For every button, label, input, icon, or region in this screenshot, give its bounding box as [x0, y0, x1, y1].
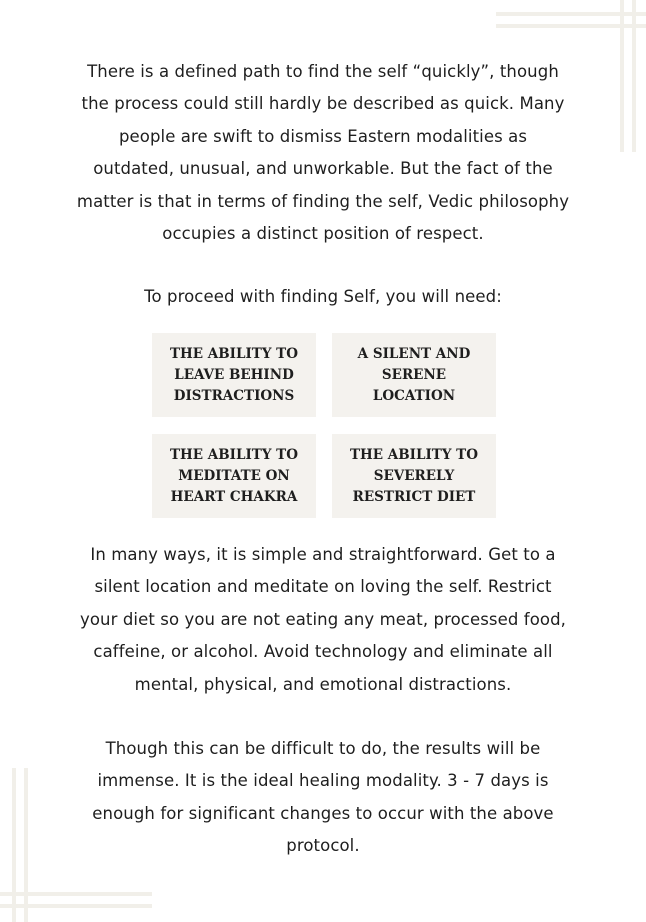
decor-line	[632, 0, 636, 152]
card-line: MEDITATE ON	[178, 467, 290, 484]
text-line: protocol.	[286, 836, 360, 856]
requirement-card-diet	[332, 434, 496, 518]
card-line: THE ABILITY TO	[350, 446, 478, 463]
text-line: mental, physical, and emotional distractions.	[134, 674, 512, 694]
text-line: occupies a distinct position of respect.	[162, 224, 484, 244]
intro-paragraph	[50, 56, 596, 250]
text-line: outdated, unusual, and unworkable. But the fact of the	[93, 159, 553, 179]
text-line: Though this can be difficult to do, the results will be	[105, 739, 541, 758]
card-line: LEAVE BEHIND	[174, 366, 294, 383]
card-line: DISTRACTIONS	[173, 387, 295, 404]
requirements-lead-in	[50, 281, 596, 313]
text-line: matter is that in terms of finding the self, Vedic philosophy	[76, 191, 570, 211]
card-line: HEART CHAKRA	[170, 488, 298, 505]
text-line: your diet so you are not eating any meat, processed food,	[79, 609, 567, 629]
decor-line	[24, 768, 28, 922]
card-line: SEVERELY	[373, 467, 455, 484]
text-line: people are swift to dismiss Eastern modalities as	[118, 126, 528, 146]
text-line: caffeine, or alcohol. Avoid technology and eliminate all	[93, 642, 553, 662]
requirement-card-meditate	[152, 434, 316, 518]
card-line: THE ABILITY TO	[170, 446, 298, 463]
text-line: immense. It is the ideal healing modality. 3 - 7 days is	[97, 771, 549, 791]
requirement-card-distractions	[152, 333, 316, 417]
text-line: To proceed with finding Self, you will need:	[144, 287, 502, 306]
card-line: RESTRICT DIET	[352, 488, 476, 505]
decor-line	[0, 904, 152, 908]
text-line: silent location and meditate on loving the self. Restrict	[94, 577, 552, 597]
text-line: the process could still hardly be described as quick. Many	[81, 94, 565, 114]
card-line: SERENE LOCATION	[372, 366, 456, 404]
card-line: THE ABILITY TO	[170, 345, 298, 362]
decor-line	[12, 768, 16, 922]
text-line: In many ways, it is simple and straightforward. Get to a	[90, 545, 556, 564]
text-line: There is a defined path to find the self “quickly”, though	[87, 62, 559, 81]
instructions-paragraph	[50, 539, 596, 701]
decor-line	[620, 0, 624, 152]
decor-line	[0, 892, 152, 896]
requirement-card-location	[332, 333, 496, 417]
card-line: A SILENT AND	[357, 345, 471, 362]
closing-paragraph	[50, 733, 596, 863]
text-line: enough for significant changes to occur with the above	[92, 803, 554, 823]
